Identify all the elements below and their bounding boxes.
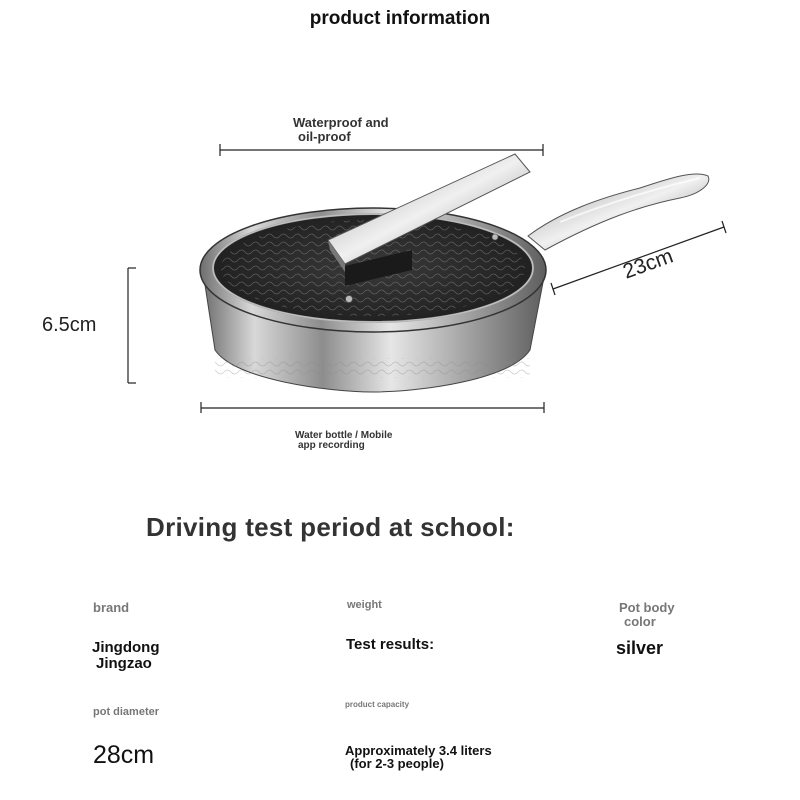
recording-note xyxy=(295,431,392,451)
capacity-value-line-2: (for 2-3 people) xyxy=(350,756,444,771)
height-dimension-line xyxy=(128,268,136,383)
recording-note-line-2: app recording xyxy=(298,440,365,451)
brand-value xyxy=(92,640,160,672)
diameter-dimension-label: 23cm xyxy=(620,244,677,284)
diameter-value: 28cm xyxy=(93,741,155,769)
bottom-dimension-line xyxy=(201,402,544,413)
color-label xyxy=(619,601,675,629)
waterproof-note-line-1: Waterproof and xyxy=(293,115,389,130)
waterproof-note-line-2: oil-proof xyxy=(298,129,351,144)
color-label-line-2: color xyxy=(624,614,656,629)
color-value: silver xyxy=(616,638,664,658)
brand-value-line-1: Jingdong xyxy=(92,639,160,656)
brand-label: brand xyxy=(93,600,130,615)
waterproof-note xyxy=(293,116,389,144)
height-dimension-label: 6.5cm xyxy=(42,314,97,336)
color-label-line-1: Pot body xyxy=(619,600,675,615)
page-title: product information xyxy=(309,8,491,29)
weight-value: Test results: xyxy=(346,636,435,653)
brand-value-line-2: Jingzao xyxy=(96,655,152,672)
pan-handle xyxy=(528,174,709,250)
diameter-label: pot diameter xyxy=(93,706,160,718)
top-dimension-line xyxy=(220,144,543,156)
section-heading: Driving test period at school: xyxy=(146,512,515,542)
weight-label: weight xyxy=(347,599,382,611)
capacity-value xyxy=(345,744,492,770)
recording-note-line-1: Water bottle / Mobile xyxy=(295,430,393,441)
capacity-value-line-1: Approximately 3.4 liters xyxy=(345,743,492,758)
capacity-label: product capacity xyxy=(345,700,410,709)
